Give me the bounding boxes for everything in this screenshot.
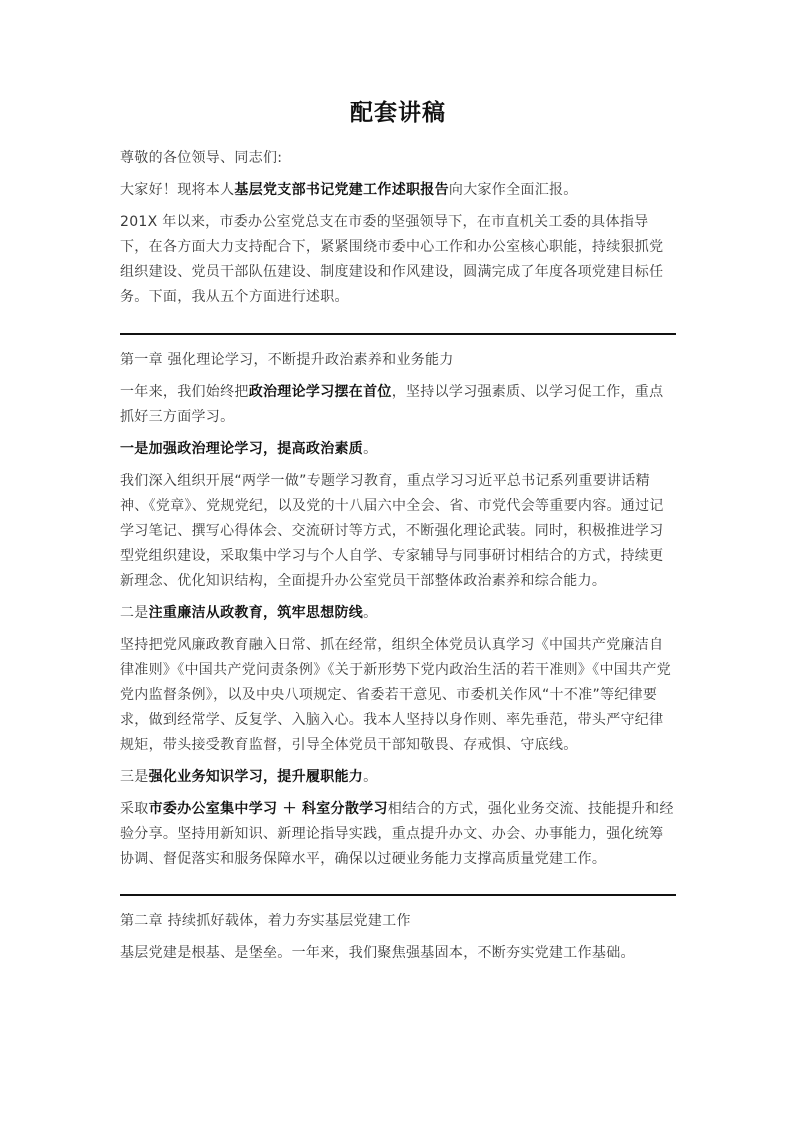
lead-emphasis: 政治理论学习摆在首位	[248, 384, 392, 400]
salutation: 尊敬的各位领导、同志们:	[120, 150, 283, 166]
chapter-2-lead: 基层党建是根基、是堡垒。一年来，我们聚焦强基固本，不断夯实党建工作基础。	[120, 945, 635, 961]
body-emphasis: 市委办公室集中学习 ＋ 科室分散学习	[148, 801, 388, 817]
section-divider	[120, 333, 676, 335]
report-title-emphasis: 基层党支部书记党建工作述职报告	[234, 182, 449, 198]
item-label: 一是	[120, 441, 149, 457]
lead-text-end: ，坚持以学习强素质、以学习促工作，重点抓好三方面学习。	[120, 384, 664, 425]
intro-text: 大家好！现将本人	[120, 182, 235, 198]
chapter-1-heading: 第一章 强化理论学习，不断提升政治素养和业务能力	[120, 352, 454, 368]
item-end: 。	[363, 769, 378, 785]
item-end: 。	[363, 441, 378, 457]
page-title: 配套讲稿	[350, 100, 446, 126]
body-text-end: 相结合的方式，强化业务交流、技能提升和经验分享。坚持用新知识、新理论指导实践，重点提升办文、办会、办事能力，强化统筹协调、督促落实和服务保障水平，确保以过硬业务能力支撑高质量党建工作。	[120, 801, 674, 867]
document-body	[120, 88, 676, 966]
item-3-heading	[120, 765, 676, 790]
item-emphasis: 加强政治理论学习，提高政治素质	[148, 441, 364, 457]
item-emphasis: 注重廉洁从政教育，筑牢思想防线	[148, 605, 364, 621]
lead-text: 一年来，我们始终把	[120, 384, 249, 400]
chapter-2-heading: 第二章 持续抓好载体，着力夯实基层党建工作	[120, 913, 411, 929]
item-emphasis: 强化业务知识学习，提升履职能力	[148, 769, 364, 785]
intro-text-end: 向大家作全面汇报。	[448, 182, 578, 198]
item-2-heading	[120, 601, 676, 626]
item-3-body	[120, 797, 676, 872]
item-1-heading	[120, 437, 676, 462]
body-text: 采取	[120, 801, 149, 817]
item-1-body: 我们深入组织开展“两学一做”专题学习教育，重点学习习近平总书记系列重要讲话精神、《党章》、党规党纪，以及党的十八届六中全会、省、市党代会等重要内容。通过记学习笔记、撰写心得体会、交流研讨等方式，不断强化理论武装。同时，积极推进学习型党组织建设，采取集中学习与个人自学、专家辅导与同事研讨相结合的方式，持续更新理念、优化知识结构，全面提升办公室党员干部整体政治素养和综合能力。	[120, 473, 664, 589]
item-label: 三是	[120, 769, 149, 785]
chapter-1-lead	[120, 380, 676, 430]
item-2-body: 坚持把党风廉政教育融入日常、抓在经常，组织全体党员认真学习《中国共产党廉洁自律准则》《中国共产党问责条例》《关于新形势下党内政治生活的若干准则》《中国共产党党内监督条例》，以及中央八项规定、省委若干意见、市委机关作风“十不准”等纪律要求，做到经常学、反复学、入脑入心。我本人坚持以身作则、率先垂范，带头严守纪律规矩，带头接受教育监督，引导全体党员干部知敬畏、存戒惧、守底线。	[120, 637, 671, 753]
overview-paragraph: 201X 年以来，市委办公室党总支在市委的坚强领导下，在市直机关工委的具体指导下，在各方面大力支持配合下，紧紧围绕市委中心工作和办公室核心职能，持续狠抓党组织建设、党员干部队伍建设、制度建设和作风建设，圆满完成了年度各项党建目标任务。下面，我从五个方面进行述职。	[120, 214, 664, 305]
section-divider	[120, 894, 676, 896]
intro-paragraph	[120, 178, 676, 203]
item-end: 。	[363, 605, 378, 621]
item-label: 二是	[120, 605, 149, 621]
